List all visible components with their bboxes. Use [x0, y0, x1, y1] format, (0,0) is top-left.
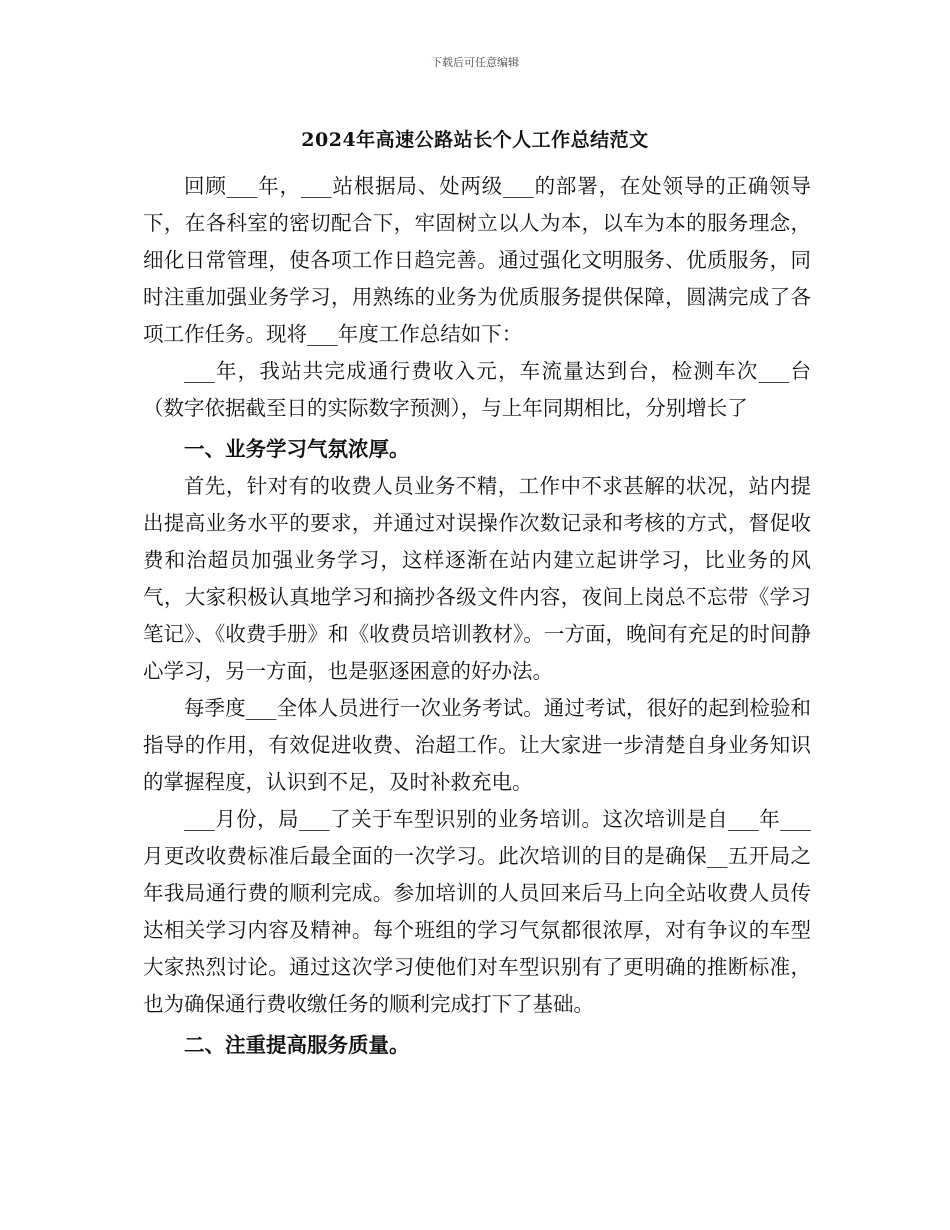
paragraph-study-first: 首先，针对有的收费人员业务不精，工作中不求甚解的状况，站内提出提高业务水平的要求，并通过对误操作次数记录和考核的方式，督促收费和治超员加强业务学习，这样逐渐在站内建立起讲学习，比业务的风气，大家积极认真地学习和摘抄各级文件内容，夜间上岗总不忘带《学习笔记》、《收费手册》和《收费员培训教材》。一方面，晚间有充足的时间静心学习，另一方面，也是驱逐困意的好办法。: [143, 474, 811, 683]
paragraph-statistics: ___年，我站共完成通行费收入元，车流量达到台，检测车次___台（数字依据截至日的实际数字预测），与上年同期相比，分别增长了: [143, 359, 811, 420]
document-title: 2024年高速公路站长个人工作总结范文: [301, 129, 649, 151]
page-header-note: 下载后可任意编辑: [431, 56, 519, 69]
section-heading-1: 一、业务学习气氛浓厚。: [184, 437, 410, 461]
section-heading-2: 二、注重提高服务质量。: [184, 1033, 410, 1057]
paragraph-training: ___月份，局___了关于车型识别的业务培训。这次培训是自___年___月更改收费标准后最全面的一次学习。此次培训的目的是确保__五开局之年我局通行费的顺利完成。参加培训的人员回来后马上向全站收费人员传达相关学习内容及精神。每个班组的学习气氛都很浓厚，对有争议的车型大家热烈讨论。通过这次学习使他们对车型识别有了更明确的推断标准，也为确保通行费收缴任务的顺利完成打下了基础。: [143, 807, 811, 1016]
paragraph-quarterly-exam: 每季度___全体人员进行一次业务考试。通过考试，很好的起到检验和指导的作用，有效促进收费、治超工作。让大家进一步清楚自身业务知识的掌握程度，认识到不足，及时补救充电。: [143, 696, 811, 794]
document-body: [143, 168, 811, 1064]
paragraph-intro: 回顾___年，___站根据局、处两级___的部署，在处领导的正确领导下，在各科室的密切配合下，牢固树立以人为本，以车为本的服务理念，细化日常管理，使各项工作日趋完善。通过强化文明服务、优质服务，同时注重加强业务学习，用熟练的业务为优质服务提供保障，圆满完成了各项工作任务。现将___年度工作总结如下：: [143, 174, 811, 346]
